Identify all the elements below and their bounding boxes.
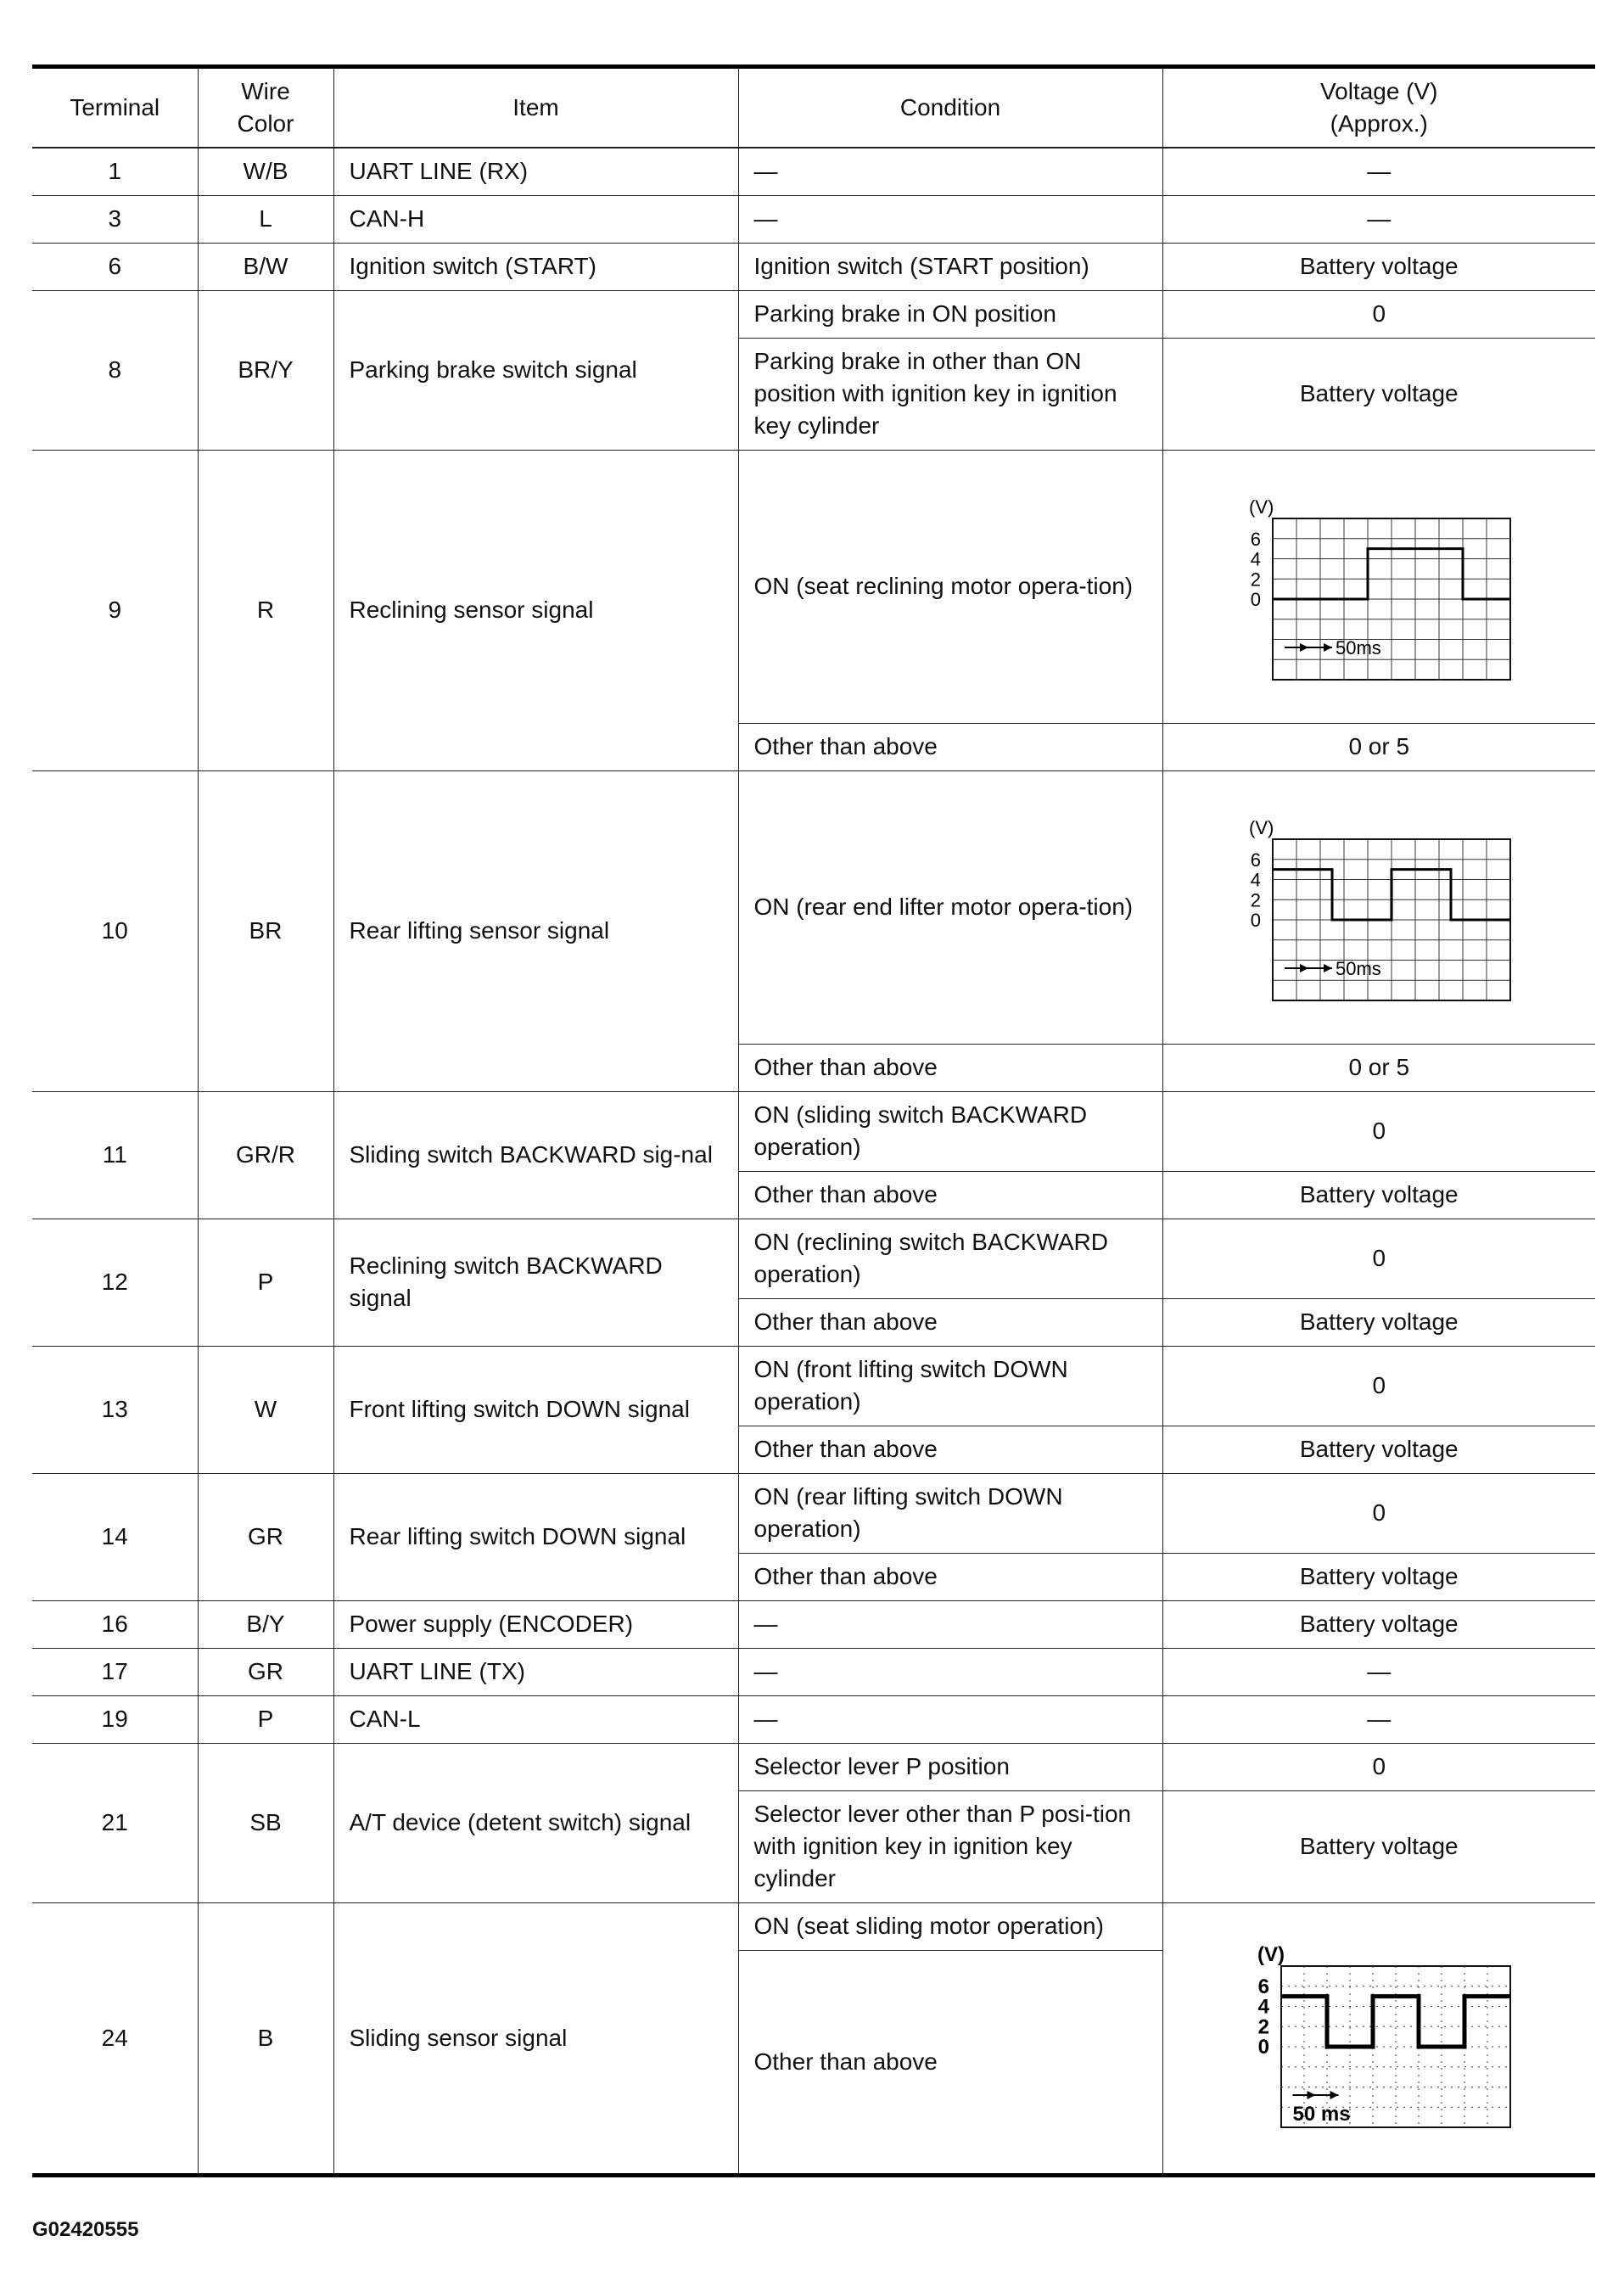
- terminal-cell: 17: [32, 1648, 198, 1695]
- voltage-cell: —: [1162, 148, 1595, 195]
- time-scale-arrowhead: [1324, 964, 1332, 972]
- table-row: [32, 1346, 1595, 1426]
- terminal-cell: 21: [32, 1743, 198, 1902]
- terminal-cell: 3: [32, 195, 198, 243]
- header-item: Item: [333, 67, 738, 148]
- voltage-waveform-cell: [1162, 770, 1595, 1044]
- condition-cell: Parking brake in ON position: [738, 290, 1162, 338]
- table-row: [32, 1219, 1595, 1298]
- waveform-svg: [1239, 1941, 1519, 2136]
- voltage-waveform-cell: [1162, 1902, 1595, 2175]
- waveform-y-tick: 2: [1251, 569, 1262, 591]
- waveform-y-tick: 4: [1251, 869, 1262, 891]
- header-row: [32, 67, 1595, 148]
- wire-color-cell: B/Y: [198, 1600, 333, 1648]
- wire-color-cell: BR/Y: [198, 290, 333, 450]
- wire-color-cell: P: [198, 1695, 333, 1743]
- waveform-chart: [1179, 1941, 1581, 2136]
- condition-cell: Other than above: [738, 1298, 1162, 1346]
- condition-cell: ON (sliding switch BACKWARD operation): [738, 1091, 1162, 1171]
- waveform-y-tick: 6: [1251, 528, 1262, 550]
- voltage-cell: Battery voltage: [1162, 243, 1595, 290]
- table-row: [32, 148, 1595, 195]
- voltage-cell: Battery voltage: [1162, 1426, 1595, 1473]
- table-row: [32, 1902, 1595, 1950]
- voltage-cell: Battery voltage: [1162, 1298, 1595, 1346]
- wire-color-cell: B/W: [198, 243, 333, 290]
- voltage-cell: 0: [1162, 1473, 1595, 1553]
- voltage-cell: Battery voltage: [1162, 338, 1595, 450]
- condition-cell: —: [738, 148, 1162, 195]
- waveform-svg: [1239, 805, 1519, 1009]
- table-row: [32, 243, 1595, 290]
- item-cell: A/T device (detent switch) signal: [333, 1743, 738, 1902]
- wire-color-cell: W/B: [198, 148, 333, 195]
- waveform-unit-label: (V): [1249, 817, 1274, 838]
- condition-cell: Selector lever other than P posi-tion with ignition key in ignition key cylinder: [738, 1790, 1162, 1902]
- condition-cell: Other than above: [738, 1044, 1162, 1091]
- terminal-cell: 6: [32, 243, 198, 290]
- terminal-cell: 8: [32, 290, 198, 450]
- table-row: [32, 770, 1595, 1044]
- terminal-cell: 16: [32, 1600, 198, 1648]
- condition-cell: ON (seat sliding motor operation): [738, 1902, 1162, 1950]
- item-cell: CAN-H: [333, 195, 738, 243]
- item-cell: Sliding sensor signal: [333, 1902, 738, 2175]
- table-row: [32, 290, 1595, 338]
- terminal-cell: 10: [32, 770, 198, 1091]
- condition-cell: Other than above: [738, 1950, 1162, 2175]
- wire-color-cell: SB: [198, 1743, 333, 1902]
- voltage-cell: Battery voltage: [1162, 1553, 1595, 1600]
- wire-color-cell: B: [198, 1902, 333, 2175]
- item-cell: CAN-L: [333, 1695, 738, 1743]
- voltage-cell: 0: [1162, 1091, 1595, 1171]
- wire-color-cell: GR: [198, 1648, 333, 1695]
- item-cell: Rear lifting switch DOWN signal: [333, 1473, 738, 1600]
- item-cell: Parking brake switch signal: [333, 290, 738, 450]
- waveform-y-tick: 0: [1251, 910, 1262, 931]
- voltage-cell: Battery voltage: [1162, 1790, 1595, 1902]
- terminal-cell: 13: [32, 1346, 198, 1473]
- item-cell: Power supply (ENCODER): [333, 1600, 738, 1648]
- item-cell: UART LINE (RX): [333, 148, 738, 195]
- condition-cell: ON (rear end lifter motor opera-tion): [738, 770, 1162, 1044]
- wire-color-cell: BR: [198, 770, 333, 1091]
- condition-cell: —: [738, 195, 1162, 243]
- waveform-chart: [1179, 805, 1581, 1009]
- waveform-y-tick: 0: [1251, 589, 1262, 610]
- item-cell: Ignition switch (START): [333, 243, 738, 290]
- item-cell: Reclining switch BACKWARD signal: [333, 1219, 738, 1346]
- waveform-y-tick: 4: [1257, 1995, 1270, 2018]
- waveform-unit-label: (V): [1249, 496, 1274, 518]
- condition-cell: ON (front lifting switch DOWN operation): [738, 1346, 1162, 1426]
- condition-cell: —: [738, 1600, 1162, 1648]
- item-cell: Front lifting switch DOWN signal: [333, 1346, 738, 1473]
- waveform-y-tick: 6: [1257, 1975, 1270, 1998]
- time-scale-arrowhead: [1300, 964, 1308, 972]
- waveform-svg: [1239, 485, 1519, 688]
- table-row: [32, 1695, 1595, 1743]
- table-row: [32, 1743, 1595, 1790]
- voltage-cell: 0 or 5: [1162, 723, 1595, 770]
- voltage-cell: Battery voltage: [1162, 1171, 1595, 1219]
- condition-cell: Other than above: [738, 1426, 1162, 1473]
- item-cell: Reclining sensor signal: [333, 450, 738, 770]
- waveform-y-tick: 2: [1257, 2014, 1270, 2038]
- waveform-unit-label: (V): [1257, 1942, 1285, 1966]
- condition-cell: Other than above: [738, 1553, 1162, 1600]
- voltage-cell: 0: [1162, 1219, 1595, 1298]
- terminal-cell: 12: [32, 1219, 198, 1346]
- header-condition: Condition: [738, 67, 1162, 148]
- condition-cell: ON (seat reclining motor opera-tion): [738, 450, 1162, 723]
- figure-code: G02420555: [32, 2218, 139, 2241]
- time-scale-arrowhead: [1330, 2091, 1339, 2099]
- table-row: [32, 1648, 1595, 1695]
- header-voltage: Voltage (V) (Approx.): [1162, 67, 1595, 148]
- wire-color-cell: W: [198, 1346, 333, 1473]
- terminal-cell: 9: [32, 450, 198, 770]
- terminal-cell: 19: [32, 1695, 198, 1743]
- table-row: [32, 1600, 1595, 1648]
- condition-cell: —: [738, 1648, 1162, 1695]
- waveform-y-tick: 2: [1251, 889, 1262, 911]
- condition-cell: Ignition switch (START position): [738, 243, 1162, 290]
- wire-color-cell: P: [198, 1219, 333, 1346]
- waveform-y-tick: 4: [1251, 548, 1262, 570]
- condition-cell: ON (rear lifting switch DOWN operation): [738, 1473, 1162, 1553]
- waveform-trace: [1273, 870, 1510, 920]
- terminal-cell: 14: [32, 1473, 198, 1600]
- condition-cell: Parking brake in other than ON position with ignition key in ignition key cylinder: [738, 338, 1162, 450]
- time-scale-label: 50 ms: [1292, 2102, 1351, 2126]
- condition-cell: Other than above: [738, 1171, 1162, 1219]
- table-row: [32, 195, 1595, 243]
- time-scale-label: 50ms: [1336, 958, 1382, 979]
- terminal-cell: 24: [32, 1902, 198, 2175]
- voltage-waveform-cell: [1162, 450, 1595, 723]
- condition-cell: ON (reclining switch BACKWARD operation): [738, 1219, 1162, 1298]
- header-wire-color: Wire Color: [198, 67, 333, 148]
- item-cell: UART LINE (TX): [333, 1648, 738, 1695]
- terminal-table: [32, 64, 1595, 2177]
- waveform-y-tick: 0: [1257, 2035, 1270, 2059]
- time-scale-arrowhead: [1324, 643, 1332, 652]
- waveform-chart: [1179, 485, 1581, 688]
- wire-color-cell: L: [198, 195, 333, 243]
- condition-cell: Other than above: [738, 723, 1162, 770]
- wire-color-cell: R: [198, 450, 333, 770]
- terminal-cell: 1: [32, 148, 198, 195]
- item-cell: Sliding switch BACKWARD sig-nal: [333, 1091, 738, 1219]
- waveform-y-tick: 6: [1251, 849, 1262, 871]
- table-row: [32, 450, 1595, 723]
- header-terminal: Terminal: [32, 67, 198, 148]
- voltage-cell: —: [1162, 1695, 1595, 1743]
- voltage-cell: 0 or 5: [1162, 1044, 1595, 1091]
- voltage-cell: Battery voltage: [1162, 1600, 1595, 1648]
- voltage-cell: 0: [1162, 1743, 1595, 1790]
- voltage-cell: 0: [1162, 290, 1595, 338]
- voltage-cell: —: [1162, 1648, 1595, 1695]
- condition-cell: —: [738, 1695, 1162, 1743]
- wire-color-cell: GR/R: [198, 1091, 333, 1219]
- time-scale-arrowhead: [1300, 643, 1308, 652]
- wire-color-cell: GR: [198, 1473, 333, 1600]
- item-cell: Rear lifting sensor signal: [333, 770, 738, 1091]
- table-row: [32, 1091, 1595, 1171]
- voltage-cell: 0: [1162, 1346, 1595, 1426]
- time-scale-label: 50ms: [1336, 637, 1382, 658]
- time-scale-arrowhead: [1308, 2091, 1316, 2099]
- table-row: [32, 1473, 1595, 1553]
- voltage-cell: —: [1162, 195, 1595, 243]
- condition-cell: Selector lever P position: [738, 1743, 1162, 1790]
- terminal-cell: 11: [32, 1091, 198, 1219]
